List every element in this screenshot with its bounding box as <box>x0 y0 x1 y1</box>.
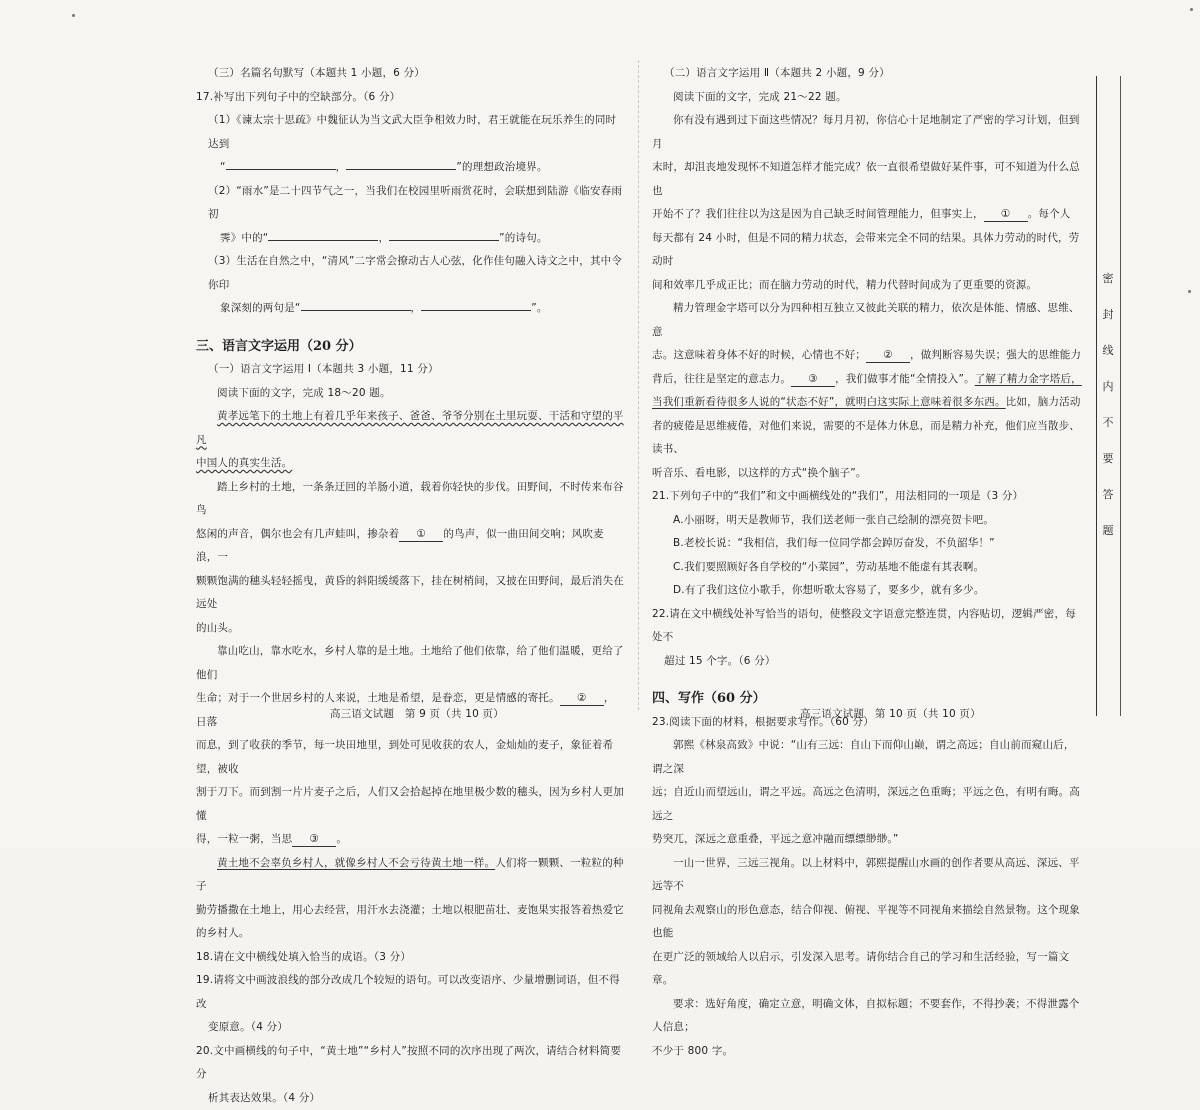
passage-para: 末时，却沮丧地发现怀不知道怎样才能完成？依一直很希望做好某件事，可不知道为什么总也 <box>652 156 1084 203</box>
seal-char: 线 <box>1103 342 1114 358</box>
answer-blank[interactable] <box>268 240 378 241</box>
answer-blank[interactable] <box>301 310 411 311</box>
writing-requirements: 不少于 800 字。 <box>652 1040 1084 1064</box>
passage-para: 间和效率几乎成正比；而在脑力劳动的时代，精力代替时间成为了更重要的资源。 <box>652 274 1084 298</box>
answer-blank[interactable] <box>389 240 499 241</box>
scan-speck <box>72 14 75 17</box>
q17-item-3-head: 象深刻的两句是“ <box>220 302 301 314</box>
q17-item-1: （1）《谏太宗十思疏》中魏征认为当文武大臣争相效力时，君王就能在玩乐养生的同时达到 <box>196 109 624 156</box>
question-20-cont: 析其表达效果。（4 分） <box>196 1087 624 1110</box>
passage-para: 你有没有遇到过下面这些情况？每月月初，你信心十足地制定了严密的学习计划，但到月 <box>652 109 1084 156</box>
section-4-title: 四、写作（60 分） <box>652 687 1084 711</box>
passage-para <box>652 203 1084 227</box>
blank-3[interactable]: ③ <box>791 372 835 387</box>
question-19: 19.请将文中画波浪线的部分改成几个较短的语句。可以改变语序、少量增删词语，但不得改 <box>196 969 624 1016</box>
seal-char: 要 <box>1103 450 1114 466</box>
question-21: 21.下列句子中的“我们”和文中画横线处的“我们”，用法相同的一项是（3 分） <box>652 485 1084 509</box>
passage-para: 的乡村人。 <box>196 922 624 946</box>
passage-text: 开始不了？我们往往以为这是因为自己缺乏时间管理能力，但事实上， <box>652 208 984 220</box>
q17-item-2: （2）“雨水”是二十四节气之一，当我们在校园里听雨赏花时，会联想到陆游《临安春雨初 <box>196 180 624 227</box>
scan-speck <box>1190 8 1193 11</box>
passage-para <box>196 828 624 852</box>
seal-line <box>1096 76 1097 716</box>
passage-para: 一山一世界，三远三视角。以上材料中，郭熙提醒山水画的创作者要从高远、深远、平远等不 <box>652 852 1084 899</box>
blank-2[interactable]: ② <box>560 691 604 706</box>
section-subtitle: （三）名篇名句默写（本题共 1 小题，6 分） <box>196 62 624 86</box>
passage-text: ，做判断容易失误；强大的思维能力 <box>910 349 1081 361</box>
seal-char: 内 <box>1103 378 1114 394</box>
q17-item-3-tail: ”。 <box>531 302 547 314</box>
passage-text: 得，一粒一粥，当思 <box>196 833 292 845</box>
passage-text: 生命；对于一个世居乡村的人来说，土地是希望，是眷恋，更是情感的寄托。 <box>196 692 560 704</box>
passage-para <box>196 452 624 476</box>
section-3-title: 三、语言文字运用（20 分） <box>196 335 624 359</box>
passage-para: 同视角去观察山的形色意态，结合仰视、俯视、平视等不同视角来描绘自然景物。这个现象也能 <box>652 899 1084 946</box>
passage-para: 的山头。 <box>196 617 624 641</box>
quote-open: “ <box>220 161 226 173</box>
passage-para <box>196 852 624 899</box>
passage-para: 勤劳播撒在土地上，用心去经营，用汗水去浇灌；土地以根肥苗壮、麦饱果实报答着热爱它 <box>196 899 624 923</box>
passage-para: 远；自近山而望远山，谓之平远。高远之色清明，深远之色重晦；平远之色，有明有晦。高远之 <box>652 781 1084 828</box>
q17-item-1-tail: ”的理想政治境界。 <box>456 161 547 173</box>
passage-para <box>652 344 1084 368</box>
page-divider <box>638 60 640 710</box>
wavy-underlined-text: 中国人的真实生活。 <box>196 457 292 469</box>
question-17: 17.补写出下列句子中的空缺部分。（6 分） <box>196 86 624 110</box>
q17-item-2-tail: ”的诗句。 <box>499 232 547 244</box>
section-subtitle: （二）语言文字运用 Ⅱ（本题共 2 小题，9 分） <box>652 62 1084 86</box>
seal-line <box>1120 76 1121 716</box>
answer-blank[interactable] <box>226 169 336 170</box>
passage-text: 志。这意味着身体不好的时候，心情也不好； <box>652 349 866 361</box>
scan-speck <box>1188 290 1191 293</box>
underlined-text: 了解了精力金字塔后， <box>975 373 1082 385</box>
reading-instruction: 阅读下面的文字，完成 18～20 题。 <box>196 382 624 406</box>
option-a: A.小丽呀，明天是教师节，我们送老师一张自己绘制的漂亮贺卡吧。 <box>652 509 1084 533</box>
option-c: C.我们要照顾好各自学校的“小菜园”，劳动基地不能虚有其表啊。 <box>652 556 1084 580</box>
blank-3[interactable]: ③ <box>292 832 336 847</box>
passage-text: 悠闲的声音，偶尔也会有几声蛙叫，掺杂着 <box>196 528 399 540</box>
reading-instruction: 阅读下面的文字，完成 21～22 题。 <box>652 86 1084 110</box>
question-23: 23.阅读下面的材料，根据要求写作。（60 分） <box>652 711 1084 735</box>
q17-item-2-head: 霁》中的“ <box>220 232 268 244</box>
blank-1[interactable]: ① <box>984 207 1028 222</box>
passage-text: 。 <box>336 833 347 845</box>
q17-item-1-cont: “ ， ”的理想政治境界。 <box>196 156 624 180</box>
passage-text: 的鸟声，似一曲田间交响；风吹麦浪，一 <box>196 528 604 564</box>
q17-item-3-cont: 象深刻的两句是“ ， ”。 <box>196 297 624 321</box>
right-page <box>652 62 1084 1063</box>
passage-para: 踏上乡村的土地，一条条迂回的羊肠小道，载着你轻快的步伐。田野间，不时传来布谷鸟 <box>196 476 624 523</box>
passage-para: 势突兀，深远之意重叠，平远之意冲融而缥缥缈缈。” <box>652 828 1084 852</box>
writing-requirements: 要求：选好角度，确定立意，明确文体，自拟标题；不要套作，不得抄袭；不得泄露个人信息； <box>652 993 1084 1040</box>
q17-item-2-cont: 霁》中的“ ， ”的诗句。 <box>196 227 624 251</box>
blank-1[interactable]: ① <box>399 527 443 542</box>
page-footer: 高三语文试题 第 9 页（共 10 页） <box>330 706 504 721</box>
passage-text: 人们将一颗颗、一粒粒的种子 <box>196 857 624 893</box>
passage-para <box>652 368 1084 392</box>
passage-text: ，我们做事才能“全情投入”。 <box>835 373 975 385</box>
page-footer: 高三语文试题 第 10 页（共 10 页） <box>800 706 981 721</box>
passage-para: 者的疲倦是思维疲倦，对他们来说，需要的不是体力休息，而是精力补充，他们应当散步、读书、 <box>652 415 1084 462</box>
question-19-cont: 变原意。（4 分） <box>196 1016 624 1040</box>
seal-char: 答 <box>1103 486 1114 502</box>
passage-para: 靠山吃山，靠水吃水，乡村人靠的是土地。土地给了他们依靠，给了他们温暖，更给了他们 <box>196 640 624 687</box>
wavy-underlined-text: 黄孝远笔下的土地上有着几乎年来孩子、爸爸、爷爷分别在土里玩耍、干活和守望的平凡 <box>196 410 624 446</box>
passage-para: 而息，到了收获的季节，每一块田地里，到处可见收获的农人，金灿灿的麦子，象征着希望，被收 <box>196 734 624 781</box>
section-subtitle: （一）语言文字运用 Ⅰ（本题共 3 小题，11 分） <box>196 358 624 382</box>
passage-text: 背后，往往是坚定的意志力。 <box>652 373 791 385</box>
passage-text: ，日落 <box>196 692 615 728</box>
passage-text: 比如，脑力活动 <box>1006 396 1081 408</box>
left-page <box>196 62 624 1110</box>
passage-para: 精力管理金字塔可以分为四种相互独立又彼此关联的精力，依次是体能、情感、思维、意 <box>652 297 1084 344</box>
answer-blank[interactable] <box>421 310 531 311</box>
seal-notice <box>1098 270 1118 538</box>
question-22-cont: 超过 15 个字。（6 分） <box>652 650 1084 674</box>
underlined-text: 当我们重新看待很多人说的“状态不好”，就明白这实际上意味着很多东西。 <box>652 396 1006 408</box>
seal-char: 不 <box>1103 414 1114 430</box>
seal-char: 题 <box>1103 522 1114 538</box>
passage-para: 割于刀下。而到割一片片麦子之后，人们又会拾起掉在地里极少数的穗头，因为乡村人更加懂 <box>196 781 624 828</box>
passage-para: 听音乐、看电影，以这样的方式“换个脑子”。 <box>652 462 1084 486</box>
seal-char: 密 <box>1103 270 1114 286</box>
seal-char: 封 <box>1103 306 1114 322</box>
option-d: D.有了我们这位小歌手，你想听歌太容易了，要多少，就有多少。 <box>652 579 1084 603</box>
option-b: B.老校长说：“我相信，我们每一位同学都会踔厉奋发，不负韶华！” <box>652 532 1084 556</box>
underlined-text: 黄土地不会辜负乡村人，就像乡村人不会亏待黄土地一样。 <box>217 857 495 869</box>
question-22: 22.请在文中横线处补写恰当的语句，使整段文字语意完整连贯，内容贴切，逻辑严密，每处不 <box>652 603 1084 650</box>
blank-2[interactable]: ② <box>866 348 910 363</box>
passage-para <box>652 391 1084 415</box>
question-18: 18.请在文中横线处填入恰当的成语。（3 分） <box>196 946 624 970</box>
passage-para: 每天都有 24 小时，但是不同的精力状态，会带来完全不同的结果。具体力劳动的时代，劳动时 <box>652 227 1084 274</box>
passage-text: 。每个人 <box>1028 208 1071 220</box>
passage-para <box>196 523 624 570</box>
question-20: 20.文中画横线的句子中，“黄土地”“乡村人”按照不同的次序出现了两次，请结合材料简要分 <box>196 1040 624 1087</box>
q17-item-3: （3）生活在自然之中，“清风”二字常会撩动古人心弦，化作佳句融入诗文之中，其中令你印 <box>196 250 624 297</box>
passage-para: 在更广泛的领域给人以启示，引发深入思考。请你结合自己的学习和生活经验，写一篇文章。 <box>652 946 1084 993</box>
answer-blank[interactable] <box>346 169 456 170</box>
passage-para <box>196 405 624 452</box>
passage-para: 颗颗饱满的穗头轻轻摇曳，黄昏的斜阳缓缓落下，挂在树梢间，又披在田野间，最后消失在远处 <box>196 570 624 617</box>
passage-para: 郭熙《林泉高致》中说：“山有三远：自山下而仰山巅，谓之高远；自山前而窥山后，谓之深 <box>652 734 1084 781</box>
